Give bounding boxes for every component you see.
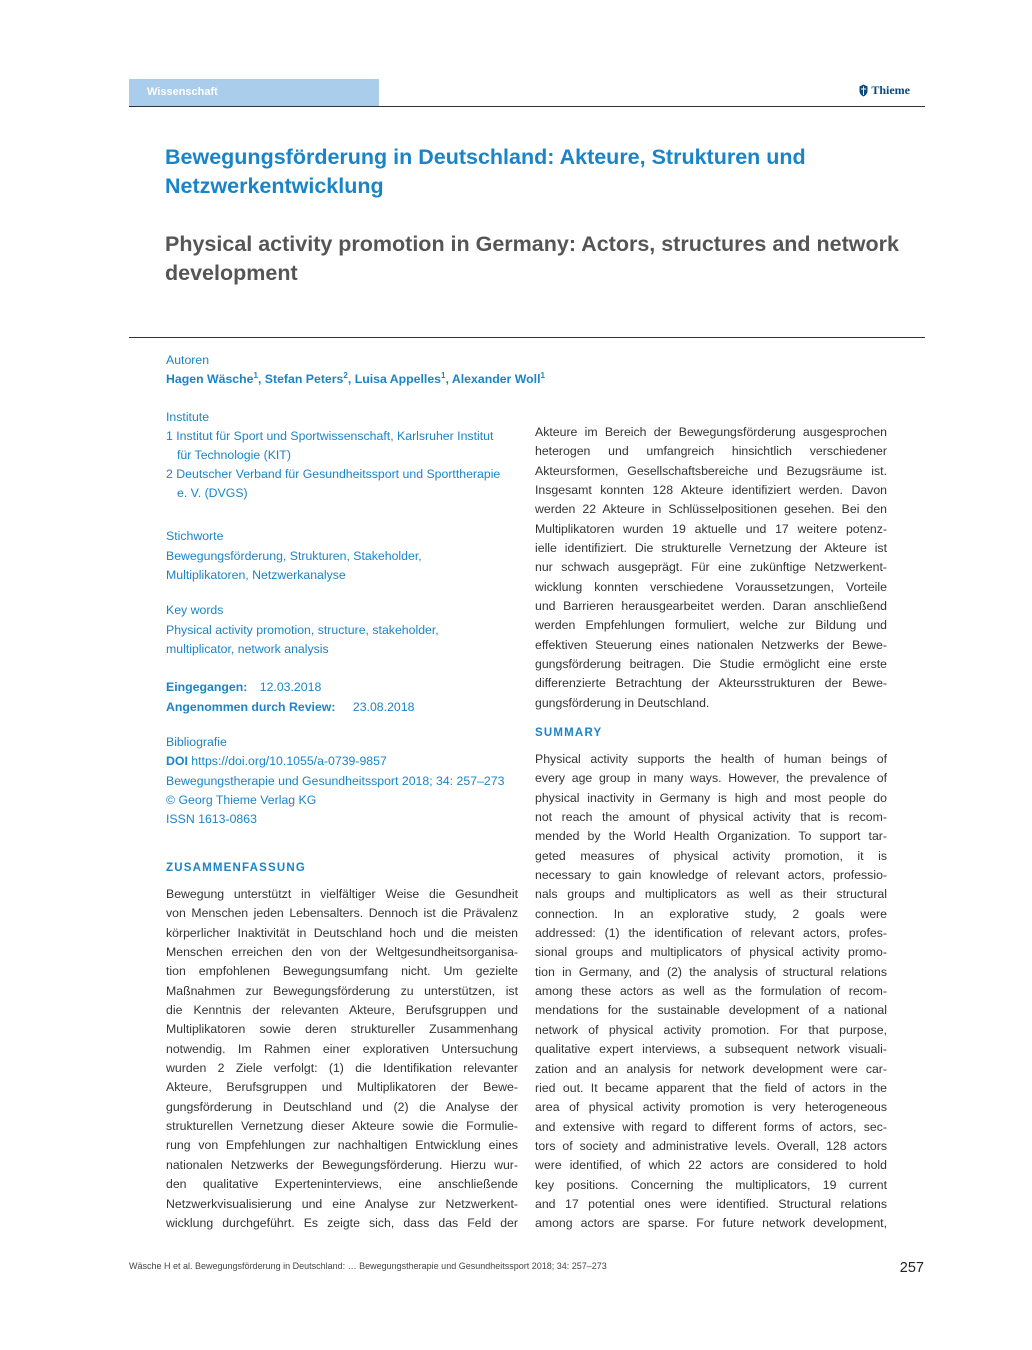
doi-label: DOI — [166, 754, 188, 768]
text-line: qualitative expert interviews, a subsequent network visuali- — [535, 1042, 887, 1057]
keywords-label: Key words — [166, 603, 224, 617]
text-line: effektiven Steuerung eines nationalen Netzwerks der Bewe- — [535, 637, 887, 652]
text-line: Netzwerkvisualisierung und eine Analyse zur Netzwerkent- — [166, 1196, 518, 1211]
issn: ISSN 1613-0863 — [166, 812, 257, 826]
section-tag: Wissenschaft — [129, 79, 379, 106]
text-line: Maßnahmen zur Bewegungsförderung zu unterstützen, ist — [166, 983, 518, 998]
zusammenfassung-body — [166, 885, 518, 1233]
thieme-logo-icon — [858, 84, 869, 97]
text-line: Multiplikatoren wurden 19 aktuelle und 17 weitere potenz- — [535, 521, 887, 536]
summary-heading: SUMMARY — [535, 727, 603, 739]
text-line: every age group in many ways. However, the prevalence of — [535, 771, 887, 786]
stichworte-label: Stichworte — [166, 529, 224, 543]
keywords-line: multiplicator, network analysis — [166, 642, 329, 656]
text-line: connection. In an explorative study, 2 goals were — [535, 906, 887, 921]
text-line: zation and an analysis for network development were car- — [535, 1061, 887, 1076]
accepted-date: 23.08.2018 — [352, 700, 415, 714]
text-line: Akteure, Berufsgruppen und Multiplikatoren der Bewe- — [166, 1080, 518, 1095]
text-line: wurden 2 Ziele verfolgt: (1) die Identifikation relevanter — [166, 1061, 518, 1076]
text-line: and 17 potential ones were identified. Structural relations — [535, 1196, 887, 1211]
text-line: mended by the World Health Organization. To support tar- — [535, 829, 887, 844]
authors-label: Autoren — [166, 353, 210, 367]
text-line: network of physical activity promotion. For that purpose, — [535, 1022, 887, 1037]
publisher-name: Thieme — [871, 83, 910, 97]
page-number: 257 — [899, 1260, 924, 1276]
stichworte-line: Bewegungsförderung, Strukturen, Stakeholder, — [166, 549, 422, 563]
author-list: Hagen Wäsche$^1$, Stefan Peters$^2$, Luisa Appelles$^1$, Alexander Woll$^1$ — [166, 370, 545, 386]
institute-line: e. V. (DVGS) — [177, 486, 248, 500]
text-line: Menschen erreichen den von der Weltgesundheitsorganisa- — [166, 945, 518, 960]
institute-line: 1 Institut für Sport und Sportwissenschaft, Karlsruher Institut — [166, 429, 494, 443]
zusammenfassung-heading: ZUSAMMENFASSUNG — [166, 862, 307, 874]
journal-citation: Bewegungstherapie und Gesundheitssport 2018; 34: 257–273 — [166, 774, 505, 788]
text-line: Physical activity supports the health of human beings of — [535, 752, 887, 766]
author-affiliation: 1 — [540, 370, 545, 380]
text-line: tion empfohlenen Bewegungsumfang nicht. Um gezielte — [166, 964, 518, 979]
copyright: © Georg Thieme Verlag KG — [166, 793, 317, 807]
author-name: Hagen Wäsche — [166, 372, 254, 386]
text-line: and extensive with regard to different forms of actors, sec- — [535, 1119, 887, 1134]
title-rule — [129, 337, 925, 338]
doi-row — [166, 752, 387, 771]
accepted-row — [166, 698, 414, 717]
text-line: notwendig. Im Rahmen einer explorativen Untersuchung — [166, 1041, 518, 1056]
text-line: nationalen Netzwerks der Bewegungsförderung. Hierzu wur- — [166, 1157, 518, 1172]
text-line: Akteursformen, Gesellschaftsbereiche und Bezugsräume ist. — [535, 463, 887, 478]
text-line: sional groups and multiplicators of physical activity promo- — [535, 945, 887, 960]
text-line: among actors are sparse. For future network development, — [535, 1216, 887, 1231]
text-line: geted measures of physical activity promotion, it is — [535, 848, 887, 863]
text-line: werden Empfehlungen formuliert, welche zur Bildung und — [535, 618, 887, 633]
bibliography-label: Bibliografie — [166, 735, 227, 749]
text-line: addressed: (1) the identification of relevant actors, profes- — [535, 926, 887, 941]
text-line: nur schwach ausgeprägt. Für eine zukünftige Netzwerkent- — [535, 560, 887, 575]
text-line: necessary to gain knowledge of relevant actors, professio- — [535, 868, 887, 883]
author-name: Alexander Woll — [451, 372, 541, 386]
stichworte-line: Multiplikatoren, Netzwerkanalyse — [166, 568, 346, 582]
text-line: heterogen und umfangreich hinsichtlich verschiedener — [535, 444, 887, 459]
text-line: Multiplikatoren sowie deren struktureller Zusammenhang — [166, 1022, 518, 1037]
text-line: Bewegung unterstützt in vielfältiger Weise die Gesundheit — [166, 887, 518, 901]
author-affiliation: 1 — [441, 370, 446, 380]
text-line: wicklung konnten verschiedene Voraussetzungen, Vorteile — [535, 579, 887, 594]
text-line: area of physical activity promotion is very heterogeneous — [535, 1100, 887, 1115]
title-german: Bewegungsförderung in Deutschland: Akteure, Strukturen und Netzwerkentwicklung — [165, 145, 806, 198]
text-line: gungsförderung beitragen. Die Studie ermöglicht eine erste — [535, 657, 887, 672]
text-line: differenzierte Betrachtung der Akteursstrukturen der Bewe- — [535, 676, 887, 691]
text-line: rung von Empfehlungen zur nachhaltigen Entwicklung eines — [166, 1138, 518, 1153]
text-line: strukturellen Vernetzung dieser Akteure sowie die Formulie- — [166, 1119, 518, 1134]
publisher-logo — [858, 83, 910, 98]
text-line: gungsförderung in Deutschland. — [535, 695, 710, 710]
title-english: Physical activity promotion in Germany: Actors, structures and network development — [165, 232, 899, 285]
received-date: 12.03.2018 — [259, 680, 322, 694]
summary-body — [535, 750, 887, 1234]
zusammenfassung-continuation — [535, 423, 887, 713]
author-affiliation: 1 — [253, 370, 258, 380]
text-line: tors of society and administrative levels. Overall, 128 actors — [535, 1138, 887, 1153]
received-label: Eingegangen: — [166, 680, 248, 694]
text-line: Insgesamt konnten 128 Akteure identifiziert werden. Davon — [535, 483, 887, 498]
footer-citation: Wäsche H et al. Bewegungsförderung in Deutschland: … Bewegungstherapie und Gesundheitssport 2018; 34: 257–273 — [129, 1261, 607, 1271]
author-affiliation: 2 — [343, 370, 348, 380]
keywords-line: Physical activity promotion, structure, stakeholder, — [166, 623, 439, 637]
text-line: körperlicher Inaktivität in Deutschland hoch und die meisten — [166, 925, 518, 940]
text-line: werden 22 Akteure in Schlüsselpositionen gesehen. Bei den — [535, 502, 887, 517]
text-line: Akteure im Bereich der Bewegungsförderung ausgesprochen — [535, 425, 887, 439]
text-line: den qualitative Experteninterviews, eine anschließende — [166, 1177, 518, 1192]
text-line: physical inactivity in Germany is high and most people do — [535, 790, 887, 805]
institutes-label: Institute — [166, 410, 210, 424]
text-line: among these actors as well as the formulation of recom- — [535, 984, 887, 999]
accepted-label: Angenommen durch Review: — [166, 700, 336, 714]
text-line: mendations for the sustainable development of a national — [535, 1003, 887, 1018]
text-line: ried out. It became apparent that the field of actors in the — [535, 1080, 887, 1095]
text-line: von Menschen jeden Lebensalters. Dennoch ist die Prävalenz — [166, 906, 518, 921]
text-line: nals groups and multiplicators as well as their structural — [535, 887, 887, 902]
text-line: key positions. Concerning the multiplicators, 19 current — [535, 1177, 887, 1192]
text-line: die Kenntnis der relevanten Akteure, Berufsgruppen und — [166, 1003, 518, 1018]
text-line: gungsförderung in Deutschland und (2) die Analyse der — [166, 1099, 518, 1114]
text-line: wicklung durchgeführt. Es zeigte sich, dass das Feld der — [166, 1215, 518, 1230]
institute-line: für Technologie (KIT) — [177, 448, 291, 462]
author-name: Stefan Peters — [264, 372, 344, 386]
author-name: Luisa Appelles — [354, 372, 442, 386]
header-rule — [129, 106, 925, 107]
institute-line: 2 Deutscher Verband für Gesundheitssport und Sporttherapie — [166, 467, 501, 481]
text-line: not reach the amount of physical activity that is recom- — [535, 810, 887, 825]
text-line: und Barrieren herausgearbeitet werden. Daran anschließend — [535, 599, 887, 614]
received-row — [166, 678, 321, 697]
doi-link[interactable]: https://doi.org/10.1055/a-0739-9857 — [191, 754, 387, 768]
text-line: were identified, of which 22 actors are considered to hold — [535, 1158, 887, 1173]
text-line: tion in Germany, and (2) the analysis of structural relations — [535, 964, 887, 979]
text-line: ielle identifiziert. Die strukturelle Vernetzung der Akteure ist — [535, 541, 887, 556]
